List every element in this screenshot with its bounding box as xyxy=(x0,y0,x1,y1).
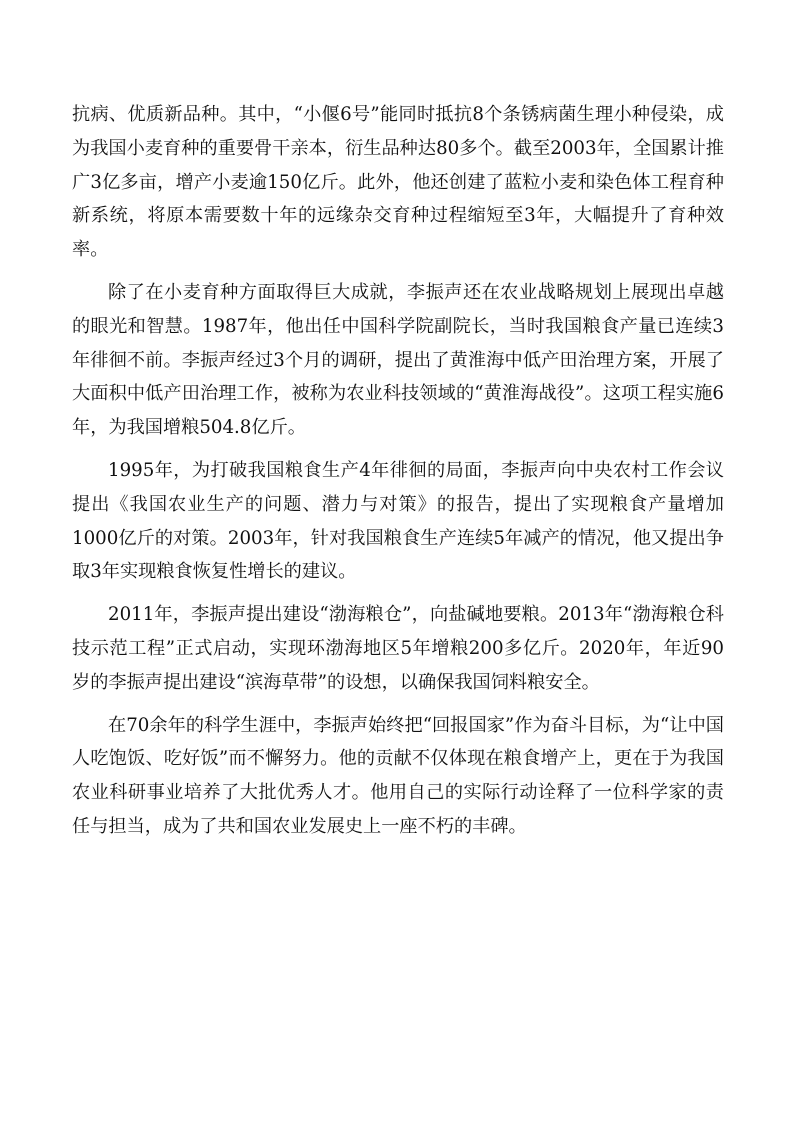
document-body xyxy=(72,98,724,853)
paragraph-continuation: 抗病、优质新品种。其中，“小偃6号”能同时抵抗8个条锈病菌生理小种侵染，成为我国小麦育种的重要骨干亲本，衍生品种达80多个。截至2003年，全国累计推广3亿多亩，增产小麦逾150亿斤。此外，他还创建了蓝粒小麦和染色体工程育种新系统，将原本需要数十年的远缘杂交育种过程缩短至3年，大幅提升了育种效率。 xyxy=(72,104,724,261)
paragraph-2011: 2011年，李振声提出建设“渤海粮仓”，向盐碱地要粮。2013年“渤海粮仓科技示范工程”正式启动，实现环渤海地区5年增粮200多亿斤。2020年，年近90岁的李振声提出建设“滨海草带”的设想，以确保我国饲料粮安全。 xyxy=(72,604,724,693)
paragraph-conclusion: 在70余年的科学生涯中，李振声始终把“回报国家”作为奋斗目标，为“让中国人吃饱饭、吃好饭”而不懈努力。他的贡献不仅体现在粮食增产上，更在于为我国农业科研事业培养了大批优秀人才。他用自己的实际行动诠释了一位科学家的责任与担当，成为了共和国农业发展史上一座不朽的丰碑。 xyxy=(72,714,724,837)
paragraph-strategy: 除了在小麦育种方面取得巨大成就，李振声还在农业战略规划上展现出卓越的眼光和智慧。1987年，他出任中国科学院副院长，当时我国粮食产量已连续3年徘徊不前。李振声经过3个月的调研，提出了黄淮海中低产田治理方案，开展了大面积中低产田治理工作，被称为农业科技领域的“黄淮海战役”。这项工程实施6年，为我国增粮504.8亿斤。 xyxy=(72,281,724,439)
paragraph-1995: 1995年，为打破我国粮食生产4年徘徊的局面，李振声向中央农村工作会议提出《我国农业生产的问题、潜力与对策》的报告，提出了实现粮食产量增加1000亿斤的对策。2003年，针对我国粮食生产连续5年减产的情况，他又提出争取3年实现粮食恢复性增长的建议。 xyxy=(72,459,724,583)
